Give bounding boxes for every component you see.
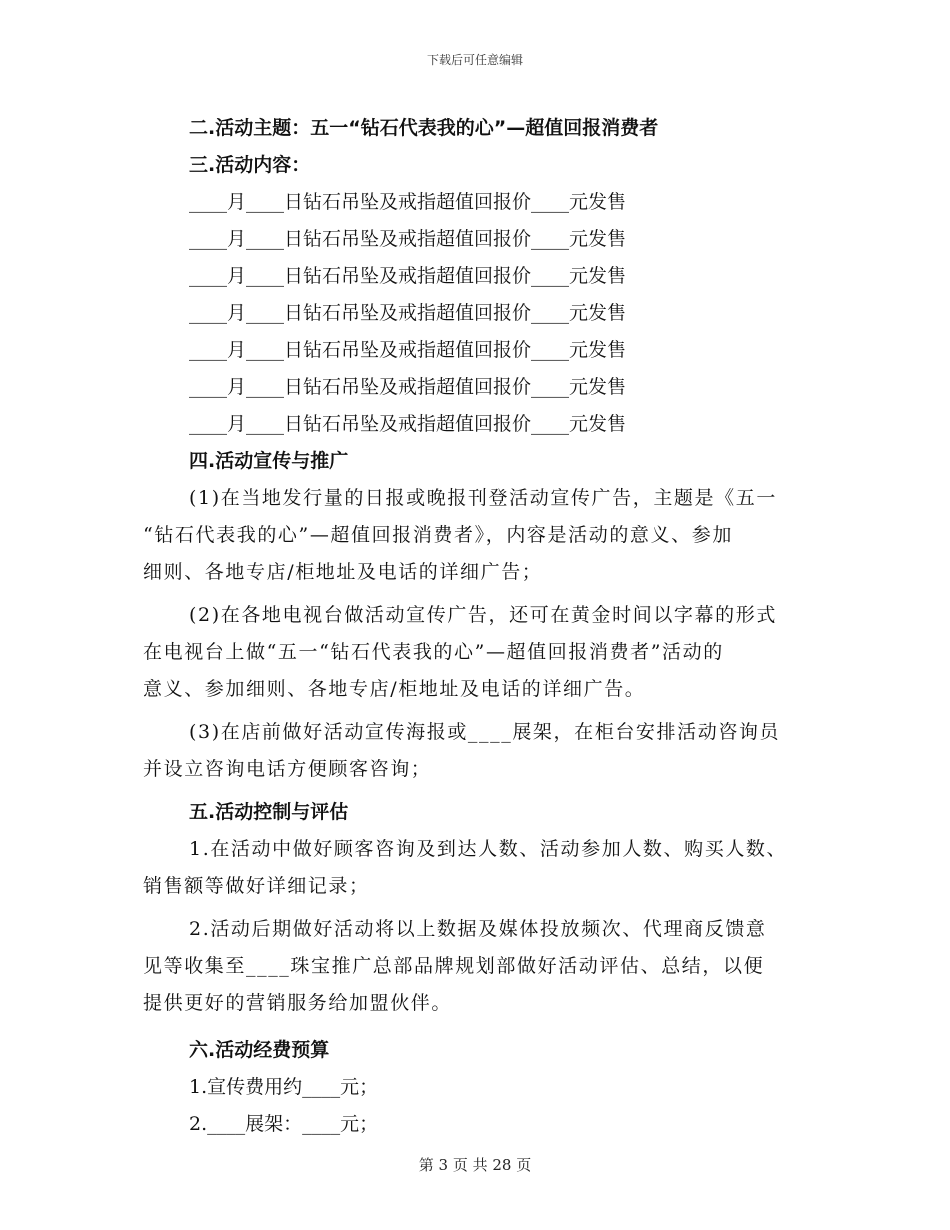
control-paragraph-2 (143, 911, 813, 1022)
paragraph-line: (1)在当地发行量的日报或晚报刊登活动宣传广告，主题是《五一 (189, 487, 777, 509)
paragraph-line: 提供更好的营销服务给加盟伙伴。 (143, 992, 453, 1014)
content-line: ____月____日钻石吊坠及戒指超值回报价____元发售 (189, 228, 627, 250)
paragraph-line: 细则、各地专店/柜地址及电话的详细广告； (143, 561, 543, 583)
paragraph-line: 并设立咨询电话方便顾客咨询； (143, 758, 432, 780)
paragraph-line: (3)在店前做好活动宣传海报或____展架，在柜台安排活动咨询员 (189, 721, 781, 743)
section-heading-theme: 二.活动主题：五一“钻石代表我的心”—超值回报消费者 (189, 117, 659, 139)
paragraph-line: 1.在活动中做好顾客咨询及到达人数、活动参加人数、购买人数、 (189, 838, 788, 860)
budget-item: 2.____展架：____元； (189, 1113, 379, 1135)
paragraph-line: 在电视台上做“五一“钻石代表我的心”—超值回报消费者”活动的 (143, 641, 724, 663)
content-line: ____月____日钻石吊坠及戒指超值回报价____元发售 (189, 413, 627, 435)
page-footer: 第 3 页 共 28 页 (418, 1156, 532, 1174)
content-line: ____月____日钻石吊坠及戒指超值回报价____元发售 (189, 265, 627, 287)
promo-paragraph-3 (143, 714, 813, 788)
document-body (143, 110, 813, 1143)
budget-item: 1.宣传费用约____元； (189, 1076, 379, 1098)
paragraph-line: 意义、参加细则、各地专店/柜地址及电话的详细广告。 (143, 678, 646, 700)
content-line: ____月____日钻石吊坠及戒指超值回报价____元发售 (189, 339, 627, 361)
content-line: ____月____日钻石吊坠及戒指超值回报价____元发售 (189, 376, 627, 398)
content-line: ____月____日钻石吊坠及戒指超值回报价____元发售 (189, 191, 627, 213)
page-header: 下载后可任意编辑 (426, 53, 523, 67)
paragraph-line: 销售额等做好详细记录； (143, 875, 370, 897)
paragraph-line: (2)在各地电视台做活动宣传广告，还可在黄金时间以字幕的形式 (189, 604, 777, 626)
control-paragraph-1 (143, 831, 813, 905)
promo-paragraph-2 (143, 597, 813, 708)
paragraph-line: 2.活动后期做好活动将以上数据及媒体投放频次、代理商反馈意 (189, 918, 767, 940)
promo-paragraph-1 (143, 480, 813, 591)
section-heading-promotion: 四.活动宣传与推广 (189, 450, 349, 472)
section-heading-budget: 六.活动经费预算 (189, 1039, 330, 1061)
content-line: ____月____日钻石吊坠及戒指超值回报价____元发售 (189, 302, 627, 324)
section-heading-control: 五.活动控制与评估 (189, 801, 349, 823)
paragraph-line: 见等收集至____珠宝推广总部品牌规划部做好活动评估、总结，以便 (143, 955, 765, 977)
paragraph-line: “钻石代表我的心”—超值回报消费者》，内容是活动的意义、参加 (143, 524, 733, 546)
section-heading-content: 三.活动内容： (189, 154, 311, 176)
